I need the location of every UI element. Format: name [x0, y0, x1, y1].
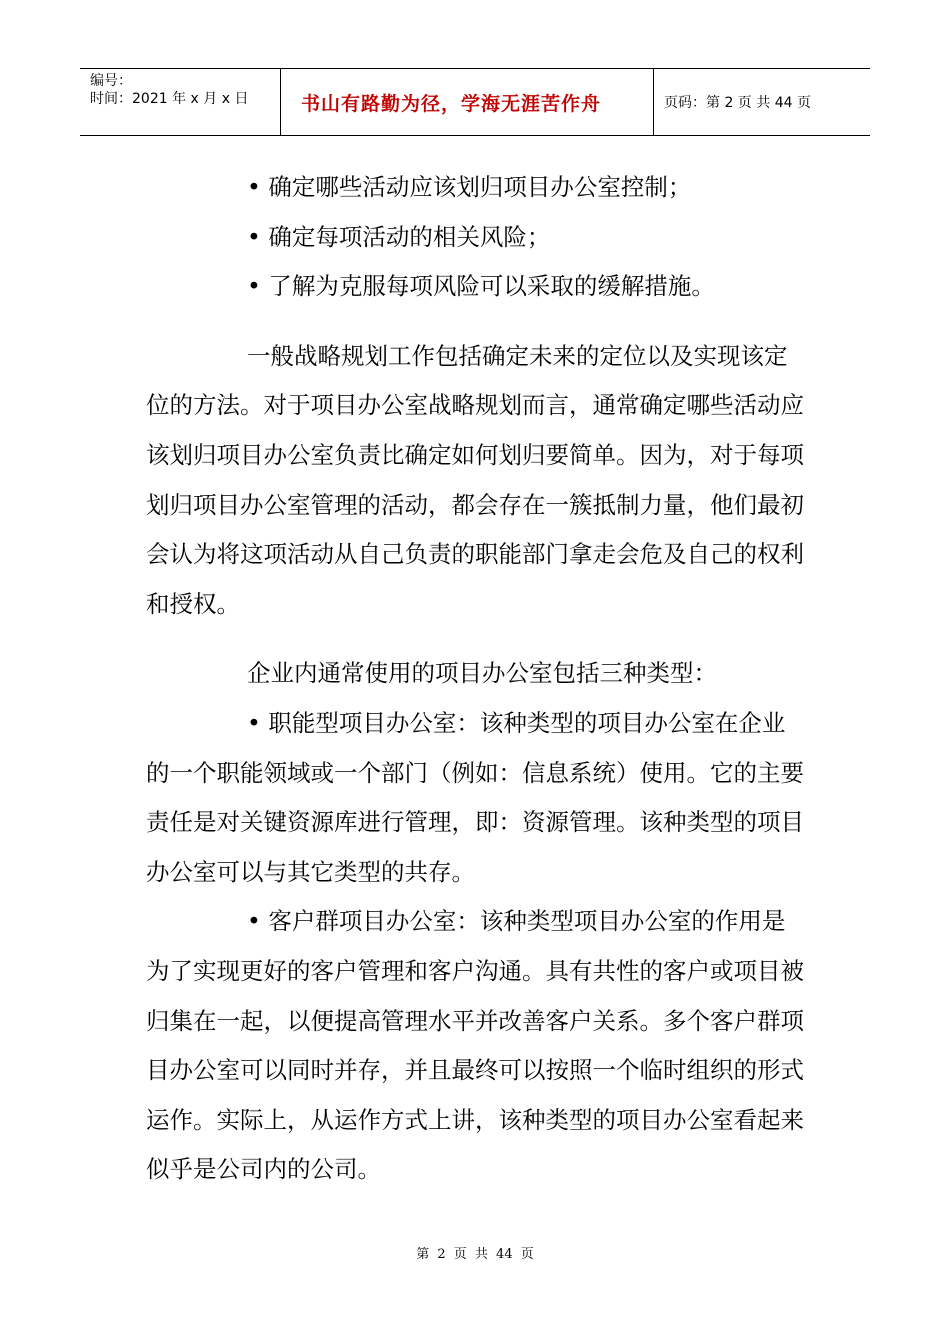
paragraph-type-customer: • 客户群项目办公室：该种类型项目办公室的作用是为了实现更好的客户管理和客户沟通。具有共性的客户或项目被归集在一起，以便提高管理水平并改善客户关系。多个客户群项目办公室可以同时并存，并且最终可以按照一个临时组织的形式运作。实际上，从运作方式上讲，该种类型的项目办公室看起来似乎是公司内的公司。 [146, 907, 804, 1184]
paragraph-type-functional: • 职能型项目办公室：该种类型的项目办公室在企业的一个职能领域或一个部门（例如：信息系统）使用。它的主要责任是对关键资源库进行管理，即：资源管理。该种类型的项目办公室可以与其它类型的共存。 [146, 708, 804, 886]
paragraph-types-intro: 企业内通常使用的项目办公室包括三种类型： [247, 659, 717, 688]
document-date-label: 时间：2021 年 x 月 x 日 [90, 91, 249, 107]
bullet-item: • 了解为克服每项风险可以采取的缓解措施。 [247, 272, 715, 301]
paragraph-gap [146, 312, 806, 332]
page-footer: 第 2 页 共 44 页 [416, 1247, 534, 1262]
document-number-label: 编号： [90, 73, 132, 89]
bullet-item: • 确定每项活动的相关风险； [247, 222, 551, 251]
header-motto-cell [281, 69, 654, 135]
header-meta-cell [80, 69, 281, 135]
document-body [146, 163, 806, 1195]
header-page-cell [654, 69, 870, 135]
bullet-item: • 确定哪些活动应该划归项目办公室控制； [247, 173, 692, 201]
paragraph-gap [146, 629, 806, 649]
header-motto: 书山有路勤为径，学海无涯苦作舟 [301, 92, 602, 115]
paragraph-strategy: 一般战略规划工作包括确定未来的定位以及实现该定位的方法。对于项目办公室战略规划而言，通常确定哪些活动应该划归项目办公室负责比确定如何划归要简单。因为，对于每项划归项目办公室管理的活动，都会存在一簇抵制力量，他们最初会认为将这项活动从自己负责的职能部门拿走会危及自己的权利和授权。 [146, 341, 804, 618]
header-page-info: 页码：第 2 页 共 44 页 [664, 95, 811, 111]
header-table [80, 68, 870, 136]
